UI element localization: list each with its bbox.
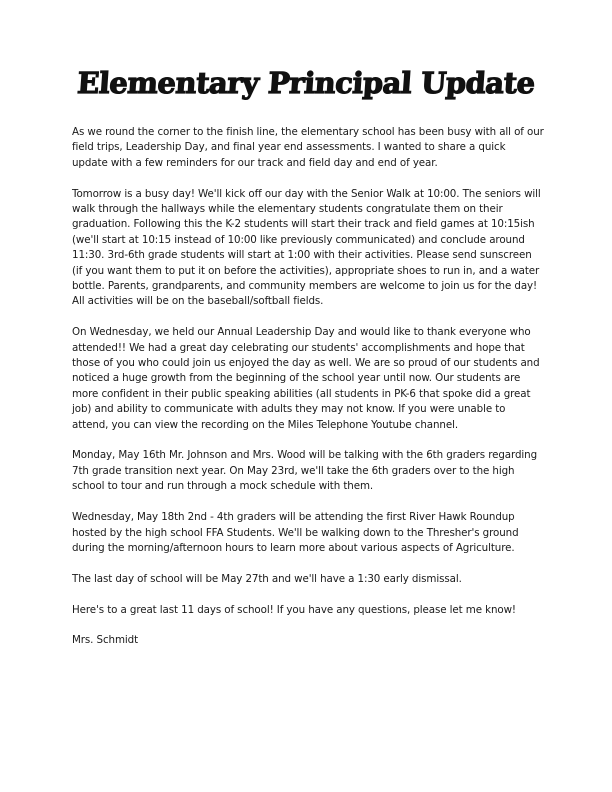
paragraph-leadership-day: On Wednesday, we held our Annual Leadership Day and would like to thank everyone who attended!! We had a great day celebrating our students' accomplishments and hope that those of you who could join us enjoyed the day as well. We are so proud of our students and noticed a huge growth from the beginning of the school year until now. Our students are more confident in their public speaking abilities (all students in PK-6 that spoke did a great job) and ability to communicate with adults they may not know. If you were unable to attend, you can view the recording on the Miles Telephone Youtube channel. bbox=[72, 326, 540, 431]
paragraph-intro: As we round the corner to the finish line, the elementary school has been busy with all of our field trips, Leadership Day, and final year end assessments. I wanted to share a quick update with a few reminders for our track and field day and end of year. bbox=[72, 126, 544, 169]
paragraph-river-hawk-roundup: Wednesday, May 18th 2nd - 4th graders will be attending the first River Hawk Roundup hosted by the high school FFA Students. We'll be walking down to the Thresher's ground during the morning/afternoon hours to learn more about various aspects of Agriculture. bbox=[72, 511, 519, 554]
signature: Mrs. Schmidt bbox=[72, 634, 139, 647]
letter-body bbox=[72, 125, 544, 664]
paragraph-closing: Here's to a great last 11 days of school! If you have any questions, please let me know! bbox=[72, 603, 516, 616]
paragraph-tomorrow: Tomorrow is a busy day! We'll kick off our day with the Senior Walk at 10:00. The seniors will walk through the hallways while the elementary students congratulate them on their graduation. Following this the K-2 students will start their track and field games at 10:15ish (we'll start at 10:15 instead of 10:00 like previously communicated) and conclude around 11:30. 3rd-6th grade students will start at 1:00 with their activities. Please send sunscreen (if you want them to put it on before the activities), appropriate shoes to run in, and a water bottle. Parents, grandparents, and community members are welcome to join us for the day! All activities will be on the baseball/softball fields. bbox=[72, 187, 541, 308]
paragraph-last-day: The last day of school will be May 27th and we'll have a 1:30 early dismissal. bbox=[72, 572, 462, 585]
paragraph-sixth-grade: Monday, May 16th Mr. Johnson and Mrs. Wood will be talking with the 6th graders regarding 7th grade transition next year. On May 23rd, we'll take the 6th graders over to the high school to tour and run through a mock schedule with them. bbox=[72, 449, 538, 493]
page-title: Elementary Principal Update bbox=[76, 66, 536, 100]
